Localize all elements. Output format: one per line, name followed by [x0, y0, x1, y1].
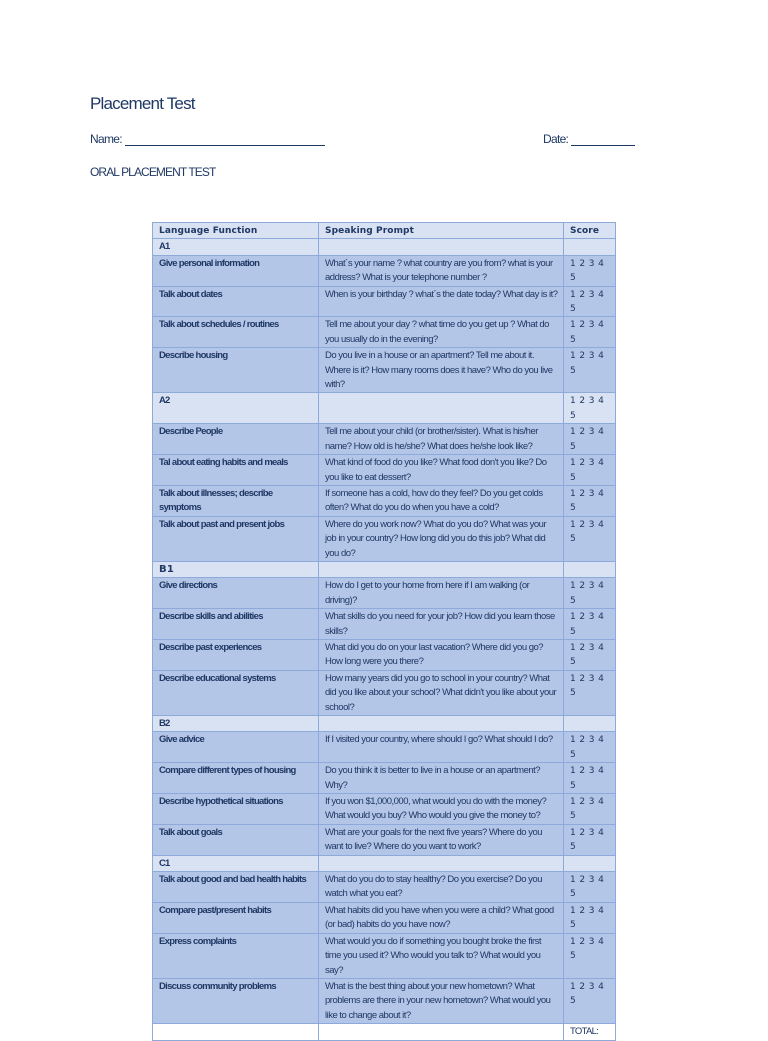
level-empty-cell: [319, 561, 564, 577]
table-row: [153, 763, 616, 794]
speaking-prompt-cell: What´s your name ? what country are you from? what is your address? What is your telephone number ?: [319, 255, 564, 286]
level-label: A1: [153, 239, 319, 255]
table-header-row: [153, 223, 616, 239]
speaking-prompt-cell: What is the best thing about your new hometown? What problems are there in your new hometown? What would you like to change about it?: [319, 978, 564, 1023]
date-blank-line: [571, 135, 635, 146]
table-row: [153, 286, 616, 317]
language-function-cell: Give advice: [153, 732, 319, 763]
score-cell: 1 2 3 4 5: [564, 348, 616, 393]
level-score-cell: [564, 716, 616, 732]
date-label: Date:: [543, 132, 569, 146]
language-function-cell: Compare past/present habits: [153, 902, 319, 933]
score-cell: 1 2 3 4 5: [564, 794, 616, 825]
language-function-cell: Discuss community problems: [153, 978, 319, 1023]
language-function-cell: Give directions: [153, 578, 319, 609]
score-cell: 1 2 3 4 5: [564, 902, 616, 933]
level-row: [153, 393, 616, 424]
speaking-prompt-cell: Do you live in a house or an apartment? Tell me about it. Where is it? How many rooms does it have? Who do you live with?: [319, 348, 564, 393]
score-cell: 1 2 3 4 5: [564, 317, 616, 348]
speaking-prompt-cell: What habits did you have when you were a child? What good (or bad) habits do you have now?: [319, 902, 564, 933]
level-empty-cell: [319, 716, 564, 732]
table-row: [153, 732, 616, 763]
level-empty-cell: [319, 239, 564, 255]
name-blank-line: [125, 135, 325, 146]
table-row: [153, 670, 616, 715]
speaking-prompt-cell: How many years did you go to school in your country? What did you like about your school? What didn't you like about your school?: [319, 670, 564, 715]
speaking-prompt-cell: Tell me about your child (or brother/sister). What is his/her name? How old is he/she? What does he/she look like?: [319, 424, 564, 455]
language-function-cell: Describe educational systems: [153, 670, 319, 715]
language-function-cell: Describe hypothetical situations: [153, 794, 319, 825]
language-function-cell: Talk about past and present jobs: [153, 516, 319, 561]
speaking-prompt-cell: If you won $1,000,000, what would you do with the money? What would you buy? Who would you give the money to?: [319, 794, 564, 825]
speaking-prompt-cell: If someone has a cold, how do they feel? Do you get colds often? What do you do when you have a cold?: [319, 485, 564, 516]
table-row: [153, 455, 616, 486]
table-row: [153, 933, 616, 978]
table-row: [153, 348, 616, 393]
column-header-score: Score: [564, 223, 616, 239]
table-row: [153, 317, 616, 348]
table-row: [153, 424, 616, 455]
speaking-prompt-cell: How do I get to your home from here if I am walking (or driving)?: [319, 578, 564, 609]
table-row: [153, 794, 616, 825]
level-row: [153, 716, 616, 732]
level-row: [153, 561, 616, 577]
score-cell: 1 2 3 4 5: [564, 639, 616, 670]
subtitle: ORAL PLACEMENT TEST: [90, 165, 216, 179]
score-cell: 1 2 3 4 5: [564, 255, 616, 286]
language-function-cell: Talk about illnesses; describe symptoms: [153, 485, 319, 516]
score-cell: 1 2 3 4 5: [564, 670, 616, 715]
column-header-function: Language Function: [153, 223, 319, 239]
level-score-cell: [564, 561, 616, 577]
score-cell: 1 2 3 4 5: [564, 485, 616, 516]
speaking-prompt-cell: When is your birthday ? what´s the date today? What day is it?: [319, 286, 564, 317]
table-row: [153, 255, 616, 286]
table-row: [153, 902, 616, 933]
language-function-cell: Give personal information: [153, 255, 319, 286]
level-score-cell: [564, 855, 616, 871]
score-cell: 1 2 3 4 5: [564, 578, 616, 609]
language-function-cell: Describe skills and abilities: [153, 609, 319, 640]
speaking-prompt-cell: Tell me about your day ? what time do you get up ? What do you usually do in the evening?: [319, 317, 564, 348]
score-cell: 1 2 3 4 5: [564, 978, 616, 1023]
table-row: [153, 578, 616, 609]
score-cell: 1 2 3 4 5: [564, 609, 616, 640]
page-title: Placement Test: [90, 94, 195, 113]
name-label: Name:: [90, 132, 122, 146]
score-cell: 1 2 3 4 5: [564, 424, 616, 455]
speaking-prompt-cell: What skills do you need for your job? How did you learn those skills?: [319, 609, 564, 640]
table-row: [153, 609, 616, 640]
table-row: [153, 639, 616, 670]
score-cell: 1 2 3 4 5: [564, 516, 616, 561]
speaking-prompt-cell: What did you do on your last vacation? Where did you go? How long were you there?: [319, 639, 564, 670]
speaking-prompt-cell: What would you do if something you bought broke the first time you used it? Who would you talk to? What would you say?: [319, 933, 564, 978]
placement-table: [152, 222, 616, 1041]
level-empty-cell: [319, 855, 564, 871]
date-field: [543, 132, 635, 146]
score-cell: 1 2 3 4 5: [564, 872, 616, 903]
speaking-prompt-cell: If I visited your country, where should I go? What should I do?: [319, 732, 564, 763]
speaking-prompt-cell: What do you do to stay healthy? Do you exercise? Do you watch what you eat?: [319, 872, 564, 903]
table-body: [153, 239, 616, 1040]
language-function-cell: Express complaints: [153, 933, 319, 978]
level-score-cell: 1 2 3 4 5: [564, 393, 616, 424]
score-cell: 1 2 3 4 5: [564, 763, 616, 794]
score-cell: 1 2 3 4 5: [564, 455, 616, 486]
score-cell: 1 2 3 4 5: [564, 933, 616, 978]
total-label: TOTAL:: [564, 1024, 616, 1040]
language-function-cell: Describe People: [153, 424, 319, 455]
level-score-cell: [564, 239, 616, 255]
name-field: [90, 132, 325, 146]
level-empty-cell: [319, 393, 564, 424]
language-function-cell: Talk about dates: [153, 286, 319, 317]
language-function-cell: Talk about schedules / routines: [153, 317, 319, 348]
speaking-prompt-cell: What kind of food do you like? What food don't you like? Do you like to eat dessert?: [319, 455, 564, 486]
score-cell: 1 2 3 4 5: [564, 732, 616, 763]
speaking-prompt-cell: Do you think it is better to live in a house or an apartment? Why?: [319, 763, 564, 794]
table-row: [153, 824, 616, 855]
level-row: [153, 239, 616, 255]
table-row: [153, 978, 616, 1023]
level-label: B1: [153, 561, 319, 577]
total-empty-cell: [319, 1024, 564, 1040]
language-function-cell: Tal about eating habits and meals: [153, 455, 319, 486]
speaking-prompt-cell: Where do you work now? What do you do? What was your job in your country? How long did you do this job? What did you do?: [319, 516, 564, 561]
level-row: [153, 855, 616, 871]
total-row: [153, 1024, 616, 1040]
language-function-cell: Talk about goals: [153, 824, 319, 855]
language-function-cell: Talk about good and bad health habits: [153, 872, 319, 903]
level-label: C1: [153, 855, 319, 871]
column-header-prompt: Speaking Prompt: [319, 223, 564, 239]
total-empty-cell: [153, 1024, 319, 1040]
table-row: [153, 516, 616, 561]
level-label: B2: [153, 716, 319, 732]
language-function-cell: Compare different types of housing: [153, 763, 319, 794]
speaking-prompt-cell: What are your goals for the next five years? Where do you want to live? Where do you want to work?: [319, 824, 564, 855]
table-row: [153, 485, 616, 516]
language-function-cell: Describe housing: [153, 348, 319, 393]
level-label: A2: [153, 393, 319, 424]
score-cell: 1 2 3 4 5: [564, 286, 616, 317]
language-function-cell: Describe past experiences: [153, 639, 319, 670]
table-row: [153, 872, 616, 903]
score-cell: 1 2 3 4 5: [564, 824, 616, 855]
